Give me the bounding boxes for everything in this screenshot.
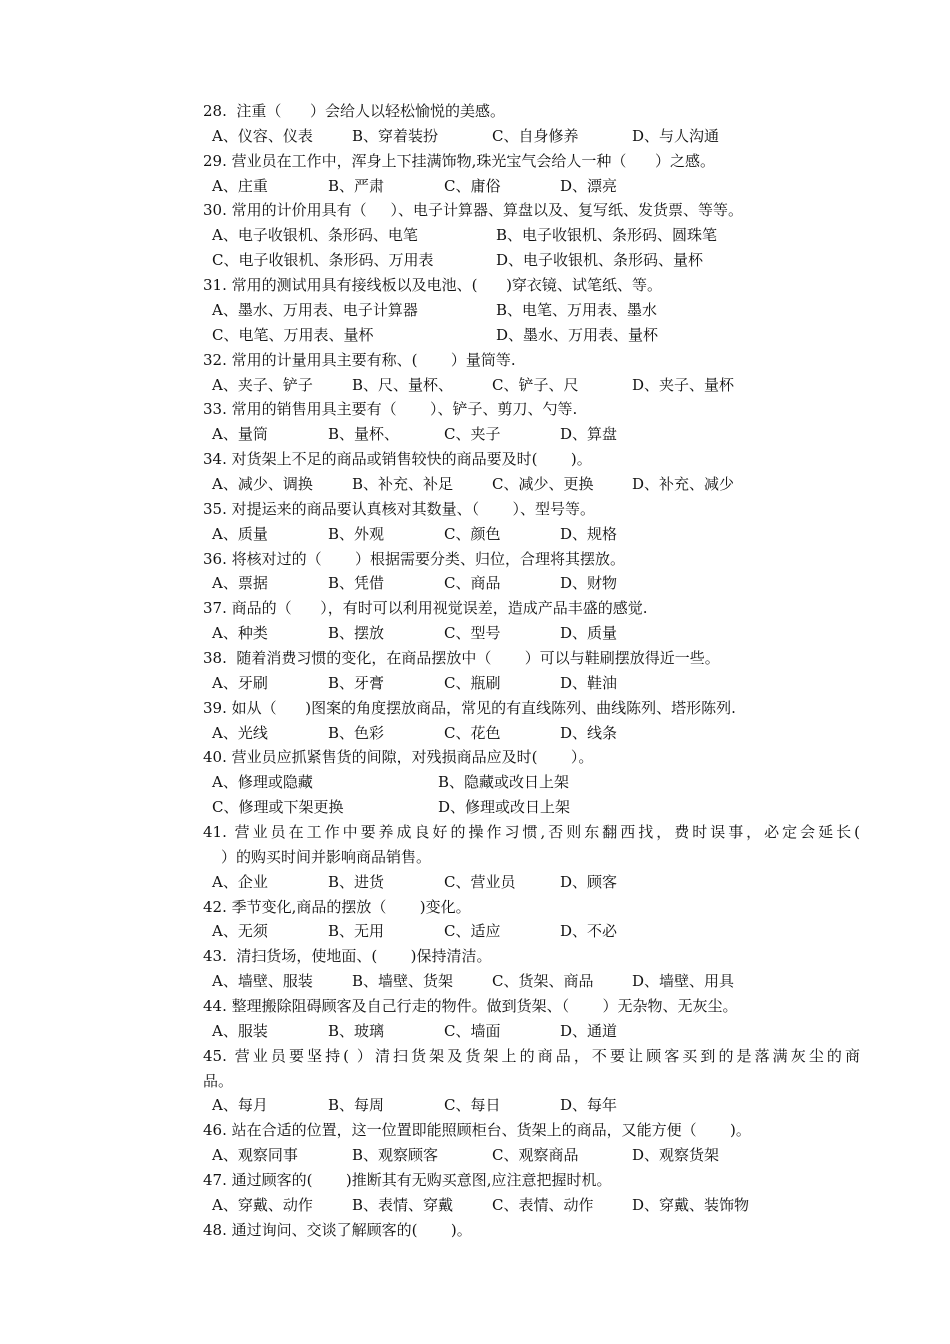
question-text: 31. 常用的测试用具有接线板以及电池、( )穿衣镜、试笔纸、等。 bbox=[203, 276, 662, 294]
answer-option: D、每年 bbox=[560, 1096, 618, 1115]
answer-option: A、观察同事 bbox=[212, 1146, 298, 1165]
question-text: 43. 清扫货场，使地面、( )保持清洁。 bbox=[203, 947, 492, 966]
answer-option: A、种类 bbox=[212, 624, 268, 643]
answer-option: C、颜色 bbox=[444, 524, 501, 543]
answer-option: C、电笔、万用表、量杯 bbox=[212, 325, 374, 344]
answer-option: B、玻璃 bbox=[328, 1021, 385, 1040]
answer-option: C、瓶刷 bbox=[444, 673, 501, 692]
answer-option: B、补充、补足 bbox=[352, 474, 454, 493]
question-text: 47. 通过顾客的( )推断其有无购买意图,应注意把握时机。 bbox=[203, 1171, 612, 1189]
answer-option: A、电子收银机、条形码、电笔 bbox=[212, 226, 418, 245]
answer-option: D、电子收银机、条形码、量杯 bbox=[496, 251, 704, 270]
answer-option: A、庄重 bbox=[212, 176, 268, 195]
question-text: 45. 营业员要坚持( ）清扫货架及货架上的商品，不要让顾客买到的是落满灰尘的商 bbox=[203, 1046, 860, 1065]
answer-option: A、票据 bbox=[212, 574, 268, 593]
answer-option: D、与人沟通 bbox=[632, 126, 720, 145]
answer-option: B、表情、穿戴 bbox=[352, 1195, 454, 1214]
answer-option: A、量筒 bbox=[212, 425, 268, 444]
answer-option: D、算盘 bbox=[560, 425, 618, 444]
answer-option: D、鞋油 bbox=[560, 673, 618, 692]
answer-option: D、通道 bbox=[560, 1021, 618, 1040]
answer-option: B、量杯、 bbox=[328, 425, 400, 444]
question-text: 42. 季节变化,商品的摆放（ )变化。 bbox=[203, 897, 471, 916]
question-text: 36. 将核对过的（ ）根据需要分类、归位，合理将其摆放。 bbox=[203, 549, 626, 568]
question-text: 33. 常用的销售用具主要有（ ）、铲子、剪刀、勺等. bbox=[203, 400, 578, 419]
answer-option: C、庸俗 bbox=[444, 176, 501, 195]
answer-option: B、摆放 bbox=[328, 624, 385, 643]
answer-option: A、墨水、万用表、电子计算器 bbox=[212, 300, 418, 319]
question-text: 品。 bbox=[203, 1071, 234, 1090]
answer-option: C、自身修养 bbox=[492, 126, 579, 145]
answer-option: D、墙壁、用具 bbox=[632, 972, 735, 991]
answer-option: C、电子收银机、条形码、万用表 bbox=[212, 251, 434, 270]
answer-option: D、线条 bbox=[560, 723, 618, 742]
answer-option: C、每日 bbox=[444, 1096, 501, 1115]
answer-option: C、适应 bbox=[444, 922, 501, 941]
answer-option: D、穿戴、装饰物 bbox=[632, 1195, 750, 1214]
answer-option: D、观察货架 bbox=[632, 1146, 720, 1165]
question-text: 37. 商品的（ ），有时可以利用视觉误差，造成产品丰盛的感觉. bbox=[203, 599, 648, 618]
answer-option: A、光线 bbox=[212, 723, 268, 742]
answer-option: D、修理或改日上架 bbox=[438, 798, 571, 817]
answer-option: B、观察顾客 bbox=[352, 1146, 439, 1165]
answer-option: D、夹子、量杯 bbox=[632, 375, 735, 394]
answer-option: B、每周 bbox=[328, 1096, 385, 1115]
answer-option: B、凭借 bbox=[328, 574, 385, 593]
question-text: 34. 对货架上不足的商品或销售较快的商品要及时( )。 bbox=[203, 450, 592, 468]
answer-option: D、墨水、万用表、量杯 bbox=[496, 325, 659, 344]
answer-option: D、顾客 bbox=[560, 872, 618, 891]
answer-option: B、牙膏 bbox=[328, 673, 385, 692]
answer-option: D、质量 bbox=[560, 624, 618, 643]
answer-option: C、观察商品 bbox=[492, 1146, 579, 1165]
question-text: 46. 站在合适的位置，这一位置即能照顾柜台、货架上的商品，又能方便（ )。 bbox=[203, 1121, 751, 1140]
answer-option: B、外观 bbox=[328, 524, 385, 543]
answer-option: A、穿戴、动作 bbox=[212, 1195, 313, 1214]
answer-option: A、质量 bbox=[212, 524, 268, 543]
answer-option: C、商品 bbox=[444, 574, 501, 593]
answer-option: A、减少、调换 bbox=[212, 474, 313, 493]
answer-option: B、墙壁、货架 bbox=[352, 972, 454, 991]
question-text: 38. 随着消费习惯的变化，在商品摆放中（ ）可以与鞋刷摆放得近一些。 bbox=[203, 648, 720, 667]
answer-option: C、营业员 bbox=[444, 872, 516, 891]
answer-option: B、隐藏或改日上架 bbox=[438, 773, 570, 792]
answer-option: B、尺、量杯、 bbox=[352, 375, 454, 394]
question-text: 44. 整理搬除阻碍顾客及自己行走的物件。做到货架、（ ）无杂物、无灰尘。 bbox=[203, 997, 738, 1015]
question-text: 35. 对提运来的商品要认真核对其数量、（ ）、型号等。 bbox=[203, 499, 596, 518]
question-continuation: ）的购买时间并影响商品销售。 bbox=[221, 847, 432, 866]
question-text: 29. 营业员在工作中，浑身上下挂满饰物,珠光宝气会给人一种（ ）之感。 bbox=[203, 151, 716, 170]
answer-option: D、不必 bbox=[560, 922, 618, 941]
question-text: 40. 营业员应抓紧售货的间隙，对残损商品应及时( ）。 bbox=[203, 748, 594, 767]
answer-option: C、货架、商品 bbox=[492, 972, 594, 991]
answer-option: C、型号 bbox=[444, 624, 501, 643]
answer-option: C、减少、更换 bbox=[492, 474, 594, 493]
answer-option: B、穿着装扮 bbox=[352, 126, 439, 145]
answer-option: D、漂亮 bbox=[560, 176, 618, 195]
question-text: 32. 常用的计量用具主要有称、( ）量筒等. bbox=[203, 350, 516, 369]
answer-option: C、铲子、尺 bbox=[492, 375, 579, 394]
answer-option: B、无用 bbox=[328, 922, 385, 941]
answer-option: A、无须 bbox=[212, 922, 268, 941]
answer-option: A、修理或隐藏 bbox=[212, 773, 313, 792]
answer-option: D、财物 bbox=[560, 574, 618, 593]
answer-option: B、进货 bbox=[328, 872, 385, 891]
answer-option: B、电笔、万用表、墨水 bbox=[496, 300, 658, 319]
answer-option: A、仪容、仪表 bbox=[212, 126, 313, 145]
question-text: 30. 常用的计价用具有（ ）、电子计算器、算盘以及、复写纸、发货票、等等。 bbox=[203, 201, 743, 220]
answer-option: A、墙壁、服装 bbox=[212, 972, 313, 991]
answer-option: C、表情、动作 bbox=[492, 1195, 594, 1214]
question-text: 41. 营业员在工作中要养成良好的操作习惯,否则东翻西找，费时误事，必定会延长( bbox=[203, 822, 860, 841]
answer-option: A、每月 bbox=[212, 1096, 268, 1115]
question-text: 39. 如从（ )图案的角度摆放商品，常见的有直线陈列、曲线陈列、塔形陈列. bbox=[203, 698, 736, 717]
answer-option: A、夹子、铲子 bbox=[212, 375, 313, 394]
answer-option: B、电子收银机、条形码、圆珠笔 bbox=[496, 226, 718, 245]
answer-option: D、规格 bbox=[560, 524, 618, 543]
answer-option: C、夹子 bbox=[444, 425, 501, 444]
answer-option: B、严肃 bbox=[328, 176, 385, 195]
answer-option: B、色彩 bbox=[328, 723, 385, 742]
question-text: 28. 注重（ ）会给人以轻松愉悦的美感。 bbox=[203, 102, 506, 120]
answer-option: A、企业 bbox=[212, 872, 268, 891]
answer-option: C、花色 bbox=[444, 723, 501, 742]
answer-option: A、牙刷 bbox=[212, 673, 268, 692]
answer-option: D、补充、减少 bbox=[632, 474, 735, 493]
answer-option: C、修理或下架更换 bbox=[212, 798, 344, 817]
answer-option: C、墙面 bbox=[444, 1021, 501, 1040]
answer-option: A、服装 bbox=[212, 1021, 268, 1040]
question-text: 48. 通过询问、交谈了解顾客的( )。 bbox=[203, 1220, 472, 1239]
